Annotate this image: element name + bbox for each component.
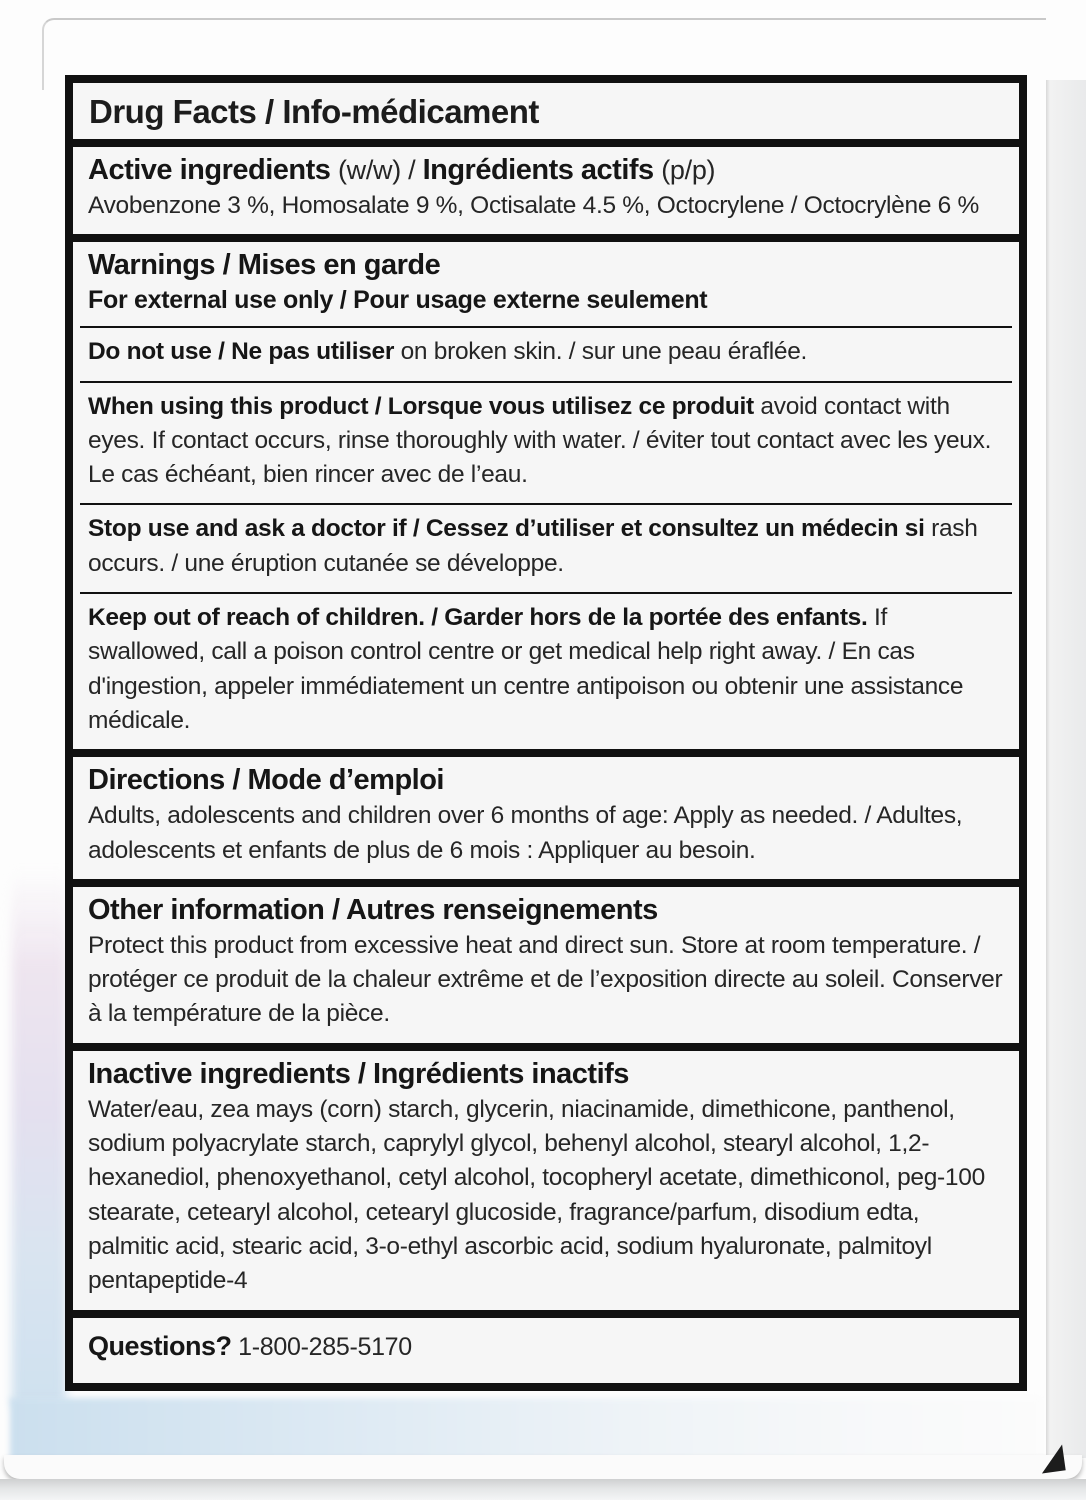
text-segment: avoid contact with eyes. If contact occurs, rinse thoroughly with water. / éviter tout contact avec les yeux. Le cas échéant, bien rincer avec de l’eau.	[88, 392, 992, 489]
text-segment: on broken skin. / sur une peau éraflée.	[394, 338, 808, 366]
drug-facts-title: Drug Facts / Info-médicament	[89, 93, 539, 130]
package-corner-shadow	[1038, 1444, 1065, 1473]
section-divider-thick	[73, 879, 1019, 887]
warning-stop-use-body	[88, 512, 1004, 581]
section-other-information	[73, 887, 1019, 1043]
other-information-heading	[88, 894, 1004, 927]
drug-facts-panel	[65, 75, 1027, 1391]
warning-do-not-use-body	[88, 335, 1004, 369]
text-segment: Do not use / Ne pas utiliser	[88, 338, 395, 366]
text-segment: Avobenzone 3 %, Homosalate 9 %, Octisalate 4.5 %, Octocrylene / Octocrylène 6 %	[88, 192, 979, 219]
text-segment: For external use only / Pour usage externe seulement	[88, 286, 708, 315]
package-artwork-left-tint	[12, 870, 66, 1405]
warnings-subheading	[88, 286, 1004, 315]
text-segment: Water/eau, zea mays (corn) starch, glycerin, niacinamide, dimethicone, panthenol, sodium polyacrylate starch, caprylyl glycol, behenyl alcohol, stearyl alcohol, 1,2-hexanediol, phenoxyethanol, cetyl alcohol, tocopheryl acetate, dimethiconol, peg-100 stearate, cetearyl alcohol, cetearyl glucoside, fragrance/parfum, disodium edta, palmitic acid, stearic acid, 3-o-ethyl ascorbic acid, sodium hyaluronate, palmitoyl pentapeptide-4	[88, 1095, 985, 1295]
inactive-ingredients-heading	[88, 1058, 1004, 1091]
section-divider-thick	[73, 139, 1019, 147]
text-segment: Directions / Mode d’emploi	[88, 764, 444, 797]
text-segment: If swallowed, call a poison control centre or get medical help right away. / En cas d'ingestion, appeler immédiatement un centre antipoison ou obtenir une assistance médicale.	[88, 604, 964, 734]
text-segment: Keep out of reach of children. / Garder hors de la portée des enfants.	[88, 604, 868, 632]
text-segment: Protect this product from excessive heat and direct sun. Store at room temperature. / protéger ce produit de la chaleur extrême et de l’exposition directe au soleil. Conserver à la température de la pièce.	[88, 931, 1003, 1028]
warning-when-using-body	[88, 390, 1004, 493]
questions-questions	[88, 1325, 1004, 1372]
inactive-ingredients-body	[88, 1093, 1004, 1299]
drug-facts-title-box	[73, 83, 1019, 139]
directions-heading	[88, 764, 1004, 797]
surface-shadow	[0, 1479, 1086, 1500]
text-segment: Other information / Autres renseignements	[88, 893, 658, 926]
text-segment: 1-800-285-5170	[231, 1332, 412, 1361]
section-active-ingredients	[73, 147, 1019, 234]
directions-body	[88, 799, 1004, 868]
section-directions	[73, 757, 1019, 879]
section-inactive-ingredients	[73, 1051, 1019, 1310]
section-warning-stop-use	[73, 505, 1019, 592]
section-warning-keep-out-of-reach	[73, 594, 1019, 749]
text-segment: Questions?	[88, 1330, 232, 1361]
drug-facts-sections	[73, 139, 1019, 1383]
section-divider-thick	[73, 1043, 1019, 1051]
section-warnings	[73, 242, 1019, 326]
text-segment: Ingrédients actifs	[422, 154, 662, 186]
section-warning-when-using	[73, 383, 1019, 504]
text-segment: Adults, adolescents and children over 6 months of age: Apply as needed. / Adultes, adolescents et enfants de plus de 6 mois : Appliquer au besoin.	[88, 802, 963, 864]
other-information-body	[88, 929, 1004, 1032]
text-segment: Warnings / Mises en garde	[88, 249, 441, 282]
section-divider-thick	[73, 1310, 1019, 1318]
text-segment: Stop use and ask a doctor if / Cessez d’utiliser et consultez un médecin si	[88, 515, 925, 543]
package-bottom-edge	[4, 1455, 1082, 1479]
section-warning-do-not-use	[73, 328, 1019, 380]
text-segment: rash occurs. / une éruption cutanée se développe.	[88, 515, 978, 577]
active-ingredients-body	[88, 189, 1004, 223]
warning-keep-out-of-reach-body	[88, 601, 1004, 738]
package-artwork-bottom-tint	[10, 1398, 1040, 1460]
section-questions	[73, 1318, 1019, 1383]
package-right-fold	[1046, 80, 1086, 1458]
text-segment: Active ingredients	[88, 154, 338, 186]
warnings-heading	[88, 249, 1004, 282]
section-divider-thick	[73, 234, 1019, 242]
text-segment: (p/p)	[661, 155, 716, 185]
text-segment: When using this product / Lorsque vous utilisez ce produit	[88, 392, 754, 420]
text-segment: (w/w) /	[337, 155, 423, 185]
text-segment: Inactive ingredients / Ingrédients inactifs	[88, 1057, 629, 1090]
section-divider-thick	[73, 749, 1019, 757]
active-ingredients-heading-inline	[88, 154, 1004, 187]
